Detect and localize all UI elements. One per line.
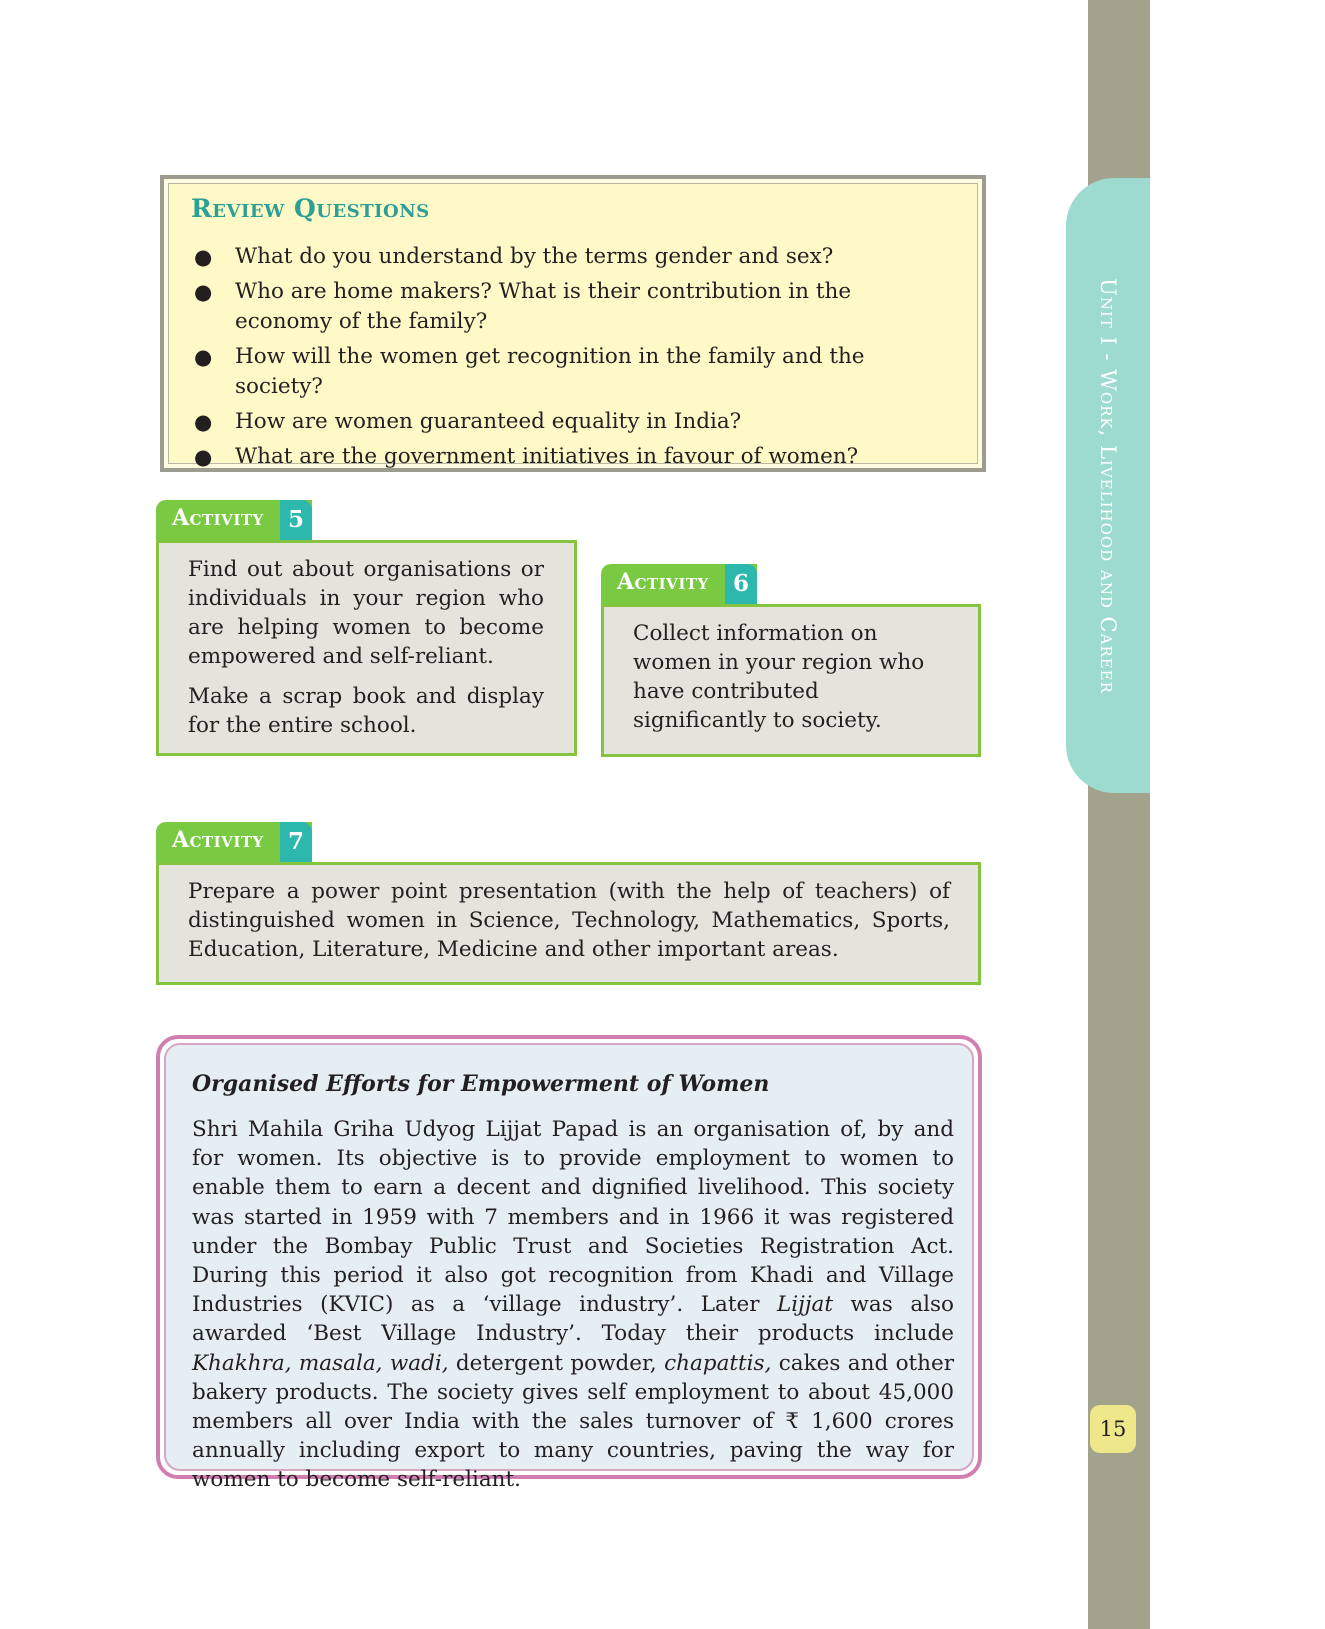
organised-efforts-title: Organised Efforts for Empowerment of Women — [192, 1071, 770, 1097]
body-text: was also awarded ‘Best Village Industry’. Today their products include — [192, 1292, 954, 1347]
bullet-icon: ● — [194, 280, 213, 304]
page-number: 15 — [1090, 1405, 1136, 1453]
activity-6-box — [601, 604, 981, 757]
activity-7-para-1: Prepare a power point presentation (with the help of teachers) of distinguished women in Science, Technology, Mathematics, Sports, Education, Literature, Medicine and other important areas. — [188, 879, 950, 962]
review-questions-box — [160, 175, 986, 472]
question-text: How will the women get recognition in the family and the society? — [235, 344, 865, 399]
body-text: detergent powder, — [448, 1350, 665, 1376]
review-inner — [168, 183, 978, 469]
bullet-icon: ● — [194, 445, 213, 469]
organised-efforts-body — [192, 1115, 954, 1495]
activity-7-tag — [156, 822, 312, 864]
bullet-icon: ● — [194, 245, 213, 269]
body-text-italic: chapattis, — [664, 1350, 772, 1376]
question-text: Who are home makers? What is their contribution in the economy of the family? — [235, 279, 852, 334]
question-text: What are the government initiatives in favour of women? — [235, 444, 859, 469]
list-item — [191, 277, 951, 337]
unit-label: Unit I - Work, Livelihood and Career — [1096, 278, 1120, 694]
activity-label: Activity — [617, 569, 709, 595]
activity-number: 5 — [280, 500, 312, 542]
body-text: cakes and other bakery products. The society gives self employment to about 45,000 members all over India with the sales turnover of ₹ 1,600 crores annually including export to many countries, paving the way for women to become self-reliant. — [192, 1350, 955, 1493]
organised-efforts-inner — [164, 1043, 974, 1493]
activity-6-tag — [601, 564, 757, 606]
organised-efforts-box — [156, 1035, 982, 1493]
list-item — [191, 242, 951, 272]
body-text-italic: Lijjat — [777, 1292, 833, 1318]
activity-5-tag — [156, 500, 312, 542]
bullet-icon: ● — [194, 410, 213, 434]
list-item — [191, 407, 951, 437]
activity-number: 7 — [280, 822, 312, 864]
question-text: How are women guaranteed equality in India? — [235, 409, 742, 434]
body-text: Shri Mahila Griha Udyog Lijjat Papad is an organisation of, by and for women. Its objective is to provide employment to women to enable them to earn a decent and dignified livelihood. This society was started in 1959 with 7 members and in 1966 it was registered under the Bombay Public Trust and Societies Registration Act. During this period it also got recognition from Khadi and Village Industries (KVIC) as a ‘village industry’. Later — [192, 1117, 954, 1318]
list-item — [191, 342, 951, 402]
activity-5-para-2: Make a scrap book and display for the entire school. — [188, 684, 544, 738]
body-text-italic: Khakhra, masala, wadi, — [192, 1350, 449, 1376]
activity-5-para-1: Find out about organisations or individuals in your region who are helping women to become empowered and self-reliant. — [188, 557, 544, 669]
bullet-icon: ● — [194, 345, 213, 369]
activity-6-para-1: Collect information on women in your region who have contributed significantly to society. — [633, 621, 925, 733]
question-text: What do you understand by the terms gender and sex? — [235, 244, 834, 269]
review-list — [191, 242, 951, 477]
activity-label: Activity — [172, 827, 264, 853]
activity-5-box — [156, 540, 577, 756]
activity-label: Activity — [172, 505, 264, 531]
review-title: Review Questions — [191, 194, 430, 223]
activity-number: 6 — [725, 564, 757, 606]
activity-7-box — [156, 862, 981, 985]
list-item — [191, 442, 951, 472]
